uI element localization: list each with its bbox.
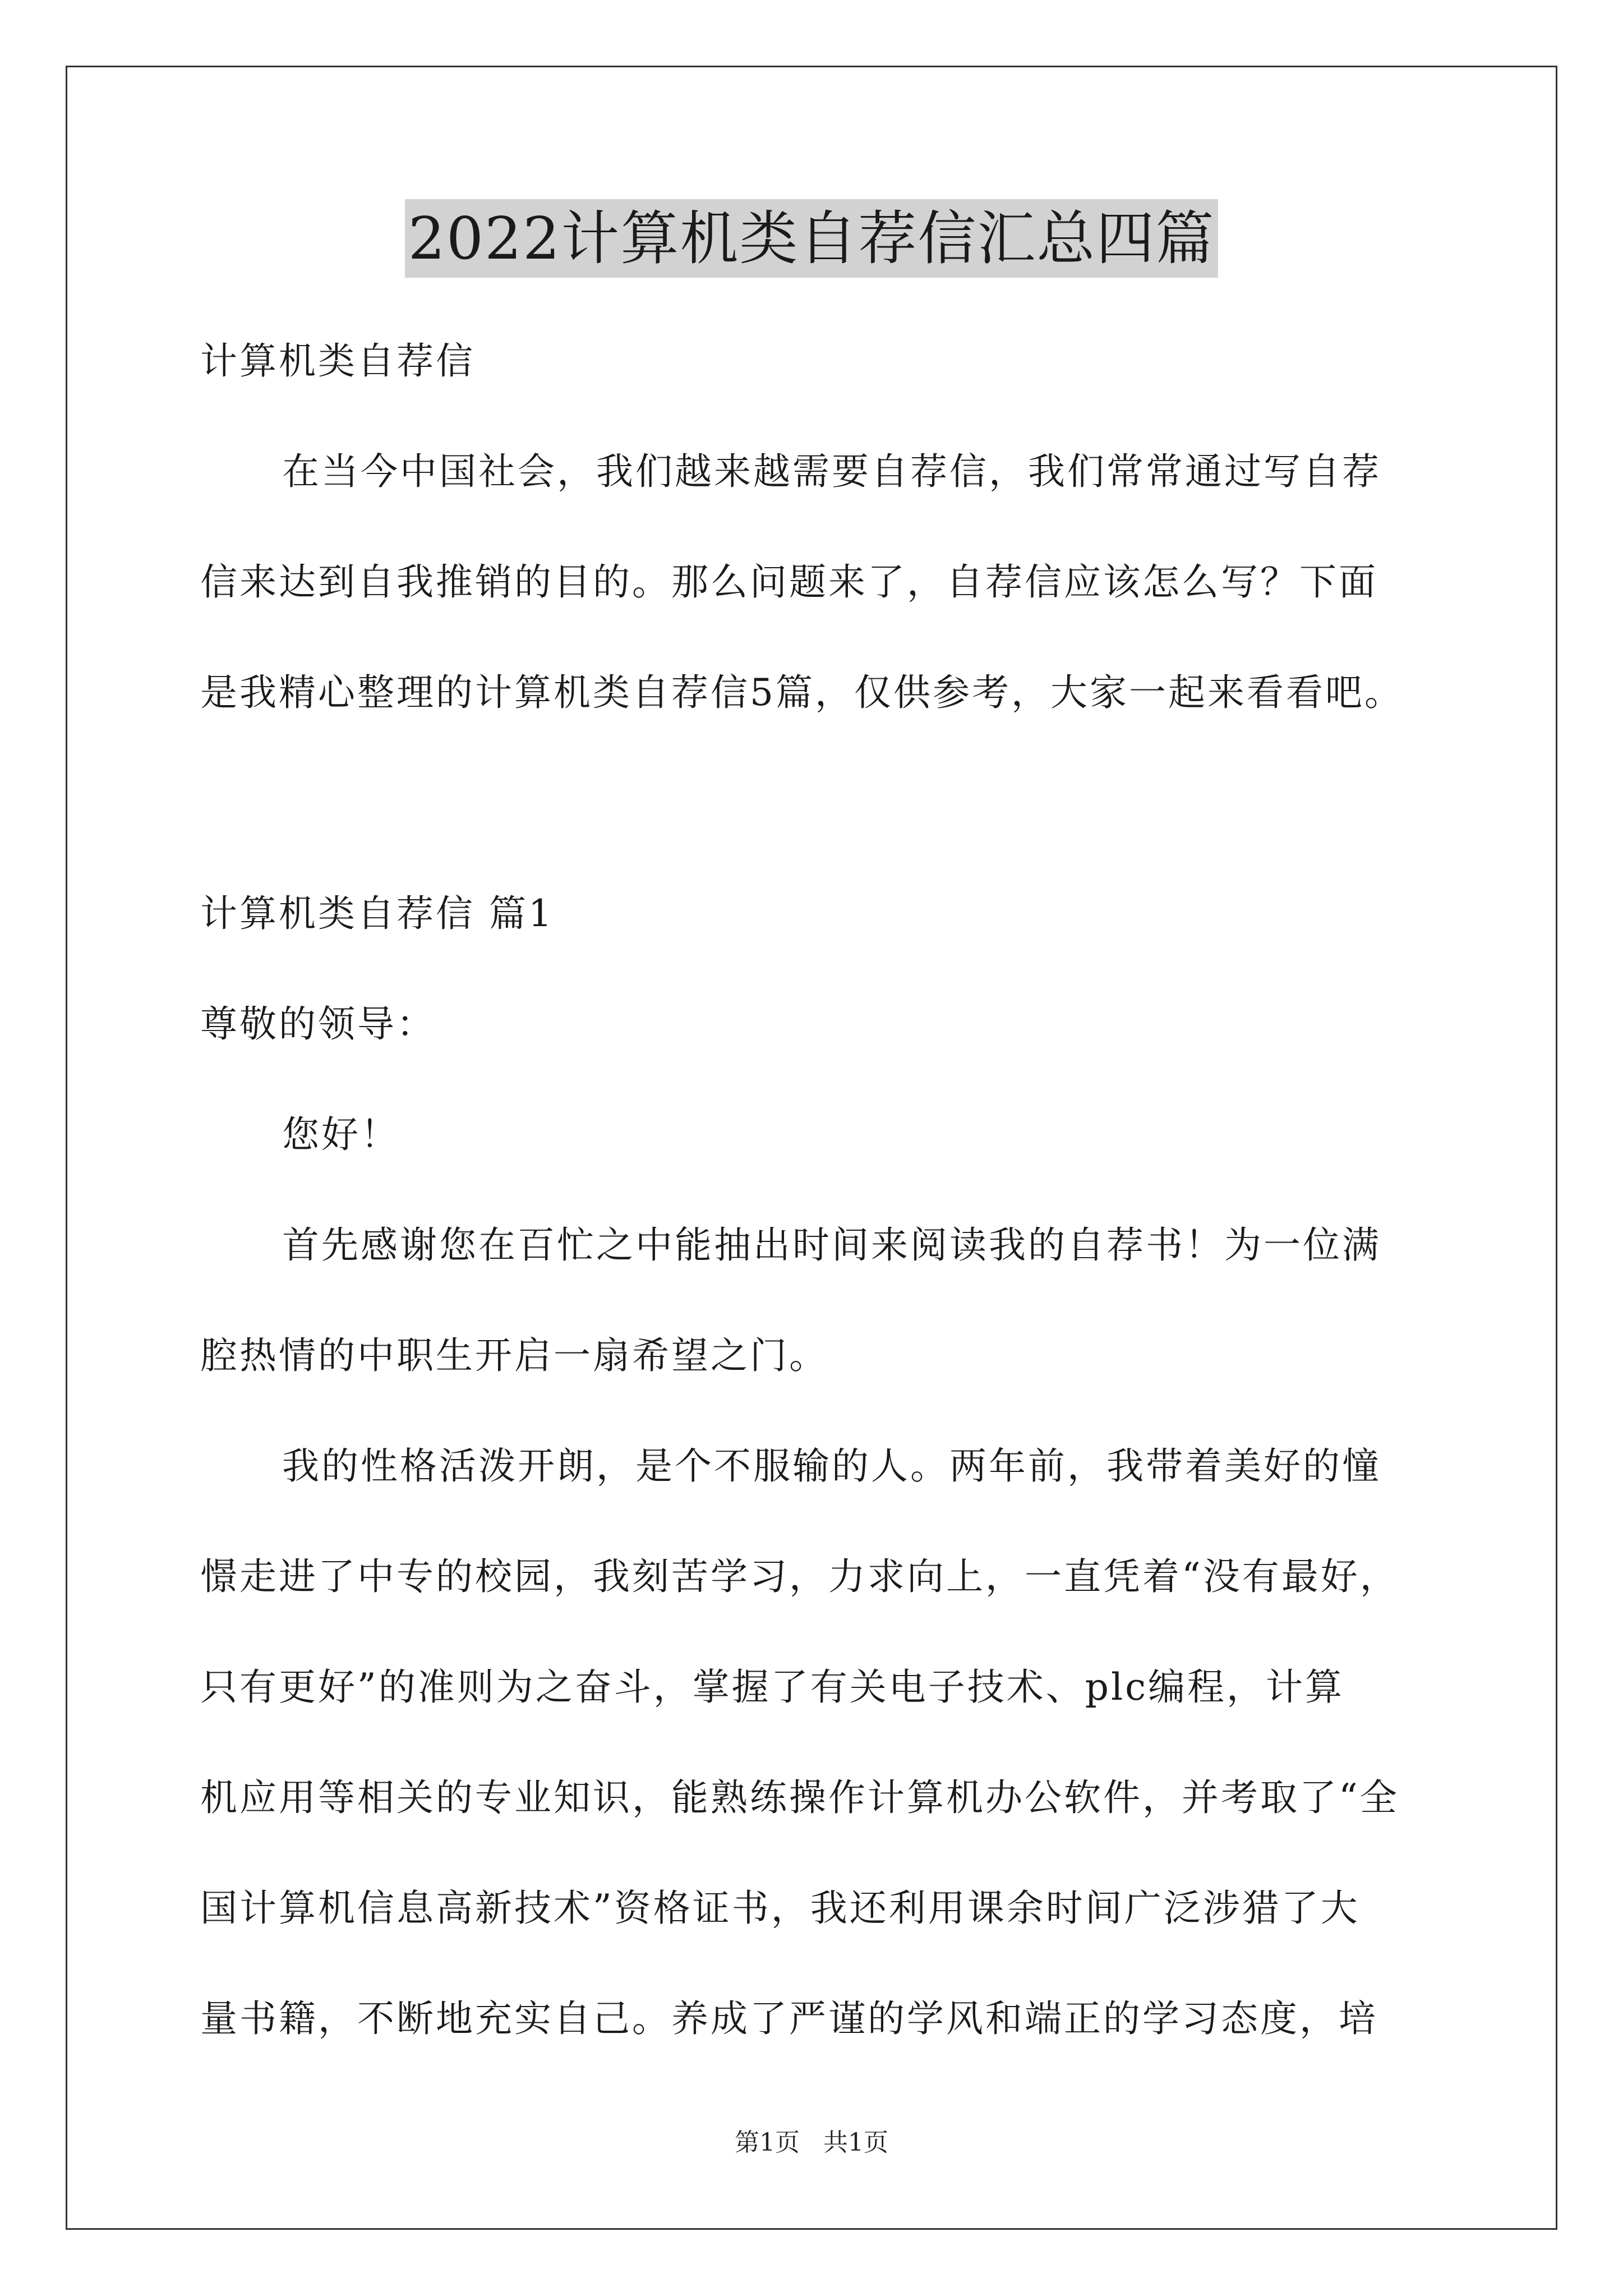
page-number: 第1页 [735,2128,800,2157]
paragraph-line: 在当今中国社会，我们越来越需要自荐信，我们常常通过写自荐 [282,450,1381,493]
paragraph-line: 国计算机信息高新技术”资格证书，我还利用课余时间广泛涉猎了大 [200,1887,1360,1930]
page-total: 共1页 [823,2128,888,2157]
page-footer [0,2126,1623,2160]
paragraph-line: 首先感谢您在百忙之中能抽出时间来阅读我的自荐书！为一位满 [282,1223,1381,1267]
title-container [0,199,1623,278]
blank-line [200,748,1434,858]
letter-heading: 计算机类自荐信 篇1 [200,892,554,935]
paragraph-line: 憬走进了中专的校园，我刻苦学习，力求向上，一直凭着“没有最好， [200,1555,1399,1598]
paragraph-line: 信来达到自我推销的目的。那么问题来了，自荐信应该怎么写？下面 [200,560,1378,604]
paragraph-line: 是我精心整理的计算机类自荐信5篇，仅供参考，大家一起来看看吧。 [200,671,1404,714]
paragraph-line: 量书籍，不断地充实自己。养成了严谨的学风和端正的学习态度，培 [200,1997,1378,2040]
paragraph-line: 只有更好”的准则为之奋斗，掌握了有关电子技术、plc编程，计算 [200,1665,1345,1709]
paragraph-line: 机应用等相关的专业知识，能熟练操作计算机办公软件，并考取了“全 [200,1776,1399,1819]
greeting: 您好！ [282,1113,400,1156]
paragraph-line: 我的性格活泼开朗，是个不服输的人。两年前，我带着美好的憧 [282,1444,1381,1488]
document-title: 2022计算机类自荐信汇总四篇 [405,199,1219,278]
document-body [200,306,1434,2074]
salutation: 尊敬的领导： [200,1002,436,1046]
section-heading: 计算机类自荐信 [200,339,475,383]
paragraph-line: 腔热情的中职生开启一扇希望之门。 [200,1334,828,1377]
